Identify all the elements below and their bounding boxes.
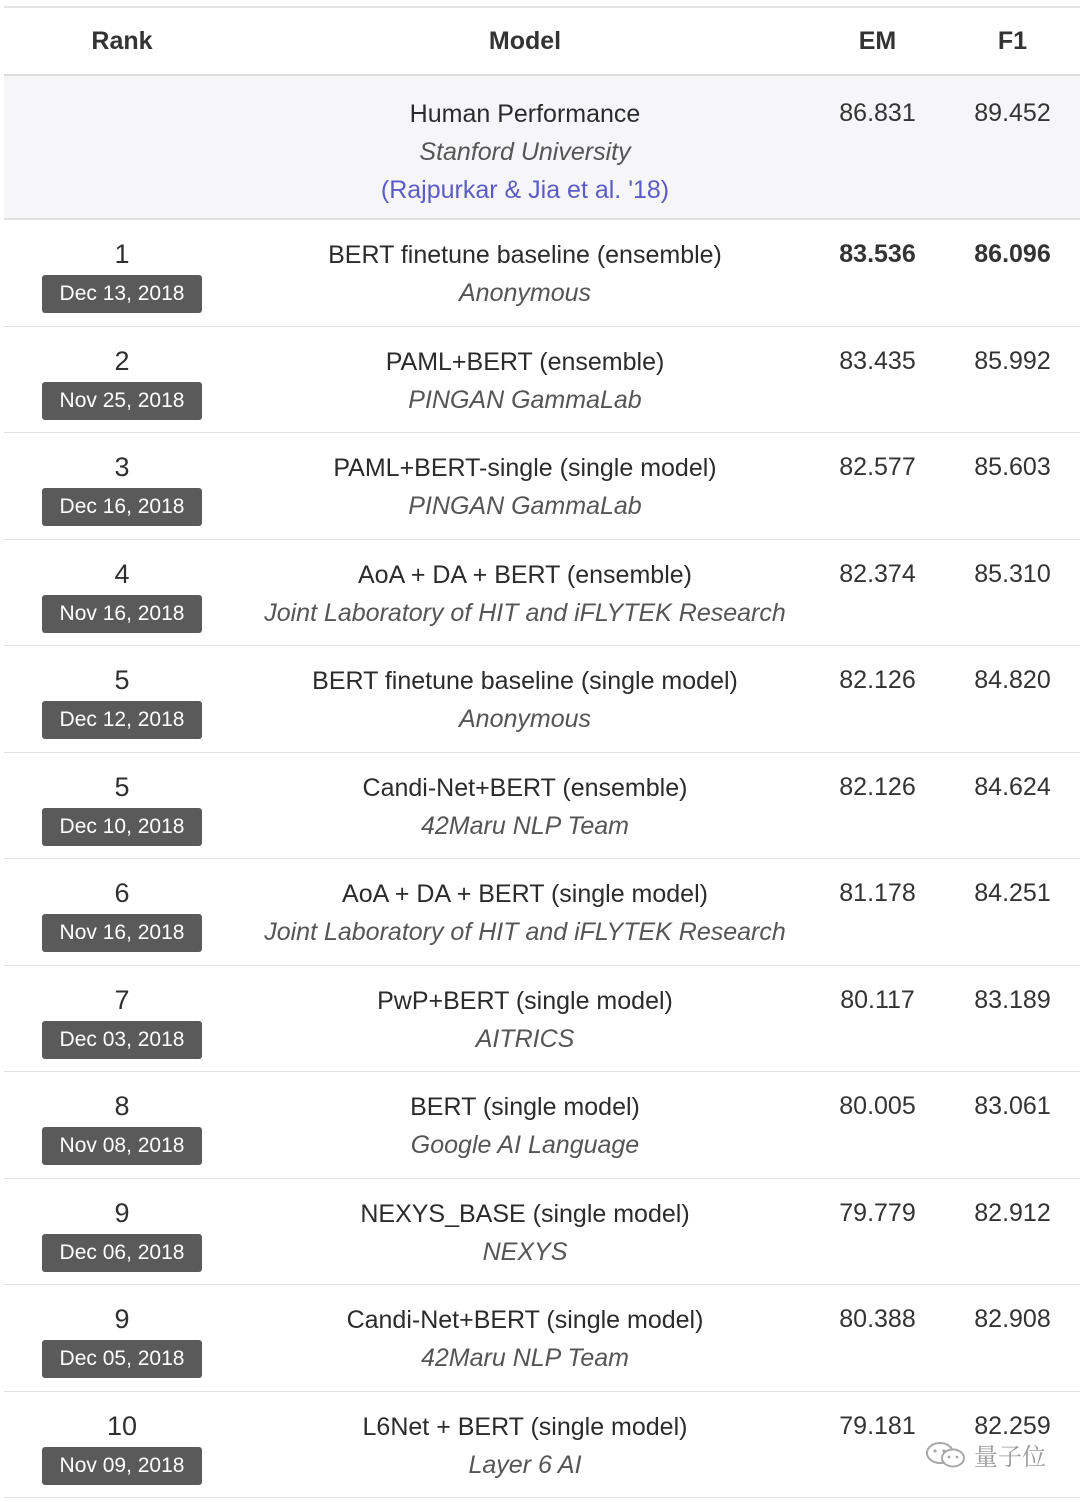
model-org: Google AI Language [410,1131,640,1159]
model-cell [240,1196,810,1272]
table-row [4,220,1080,327]
model-cell [240,1302,810,1378]
f1-score: 83.061 [974,1092,1051,1120]
date-badge: Dec 03, 2018 [42,1021,202,1059]
model-name: L6Net + BERT (single model) [362,1412,688,1441]
f1-score: 82.912 [974,1198,1051,1227]
model-cell [240,557,810,633]
rank-number: 5 [114,771,130,802]
model-name: BERT finetune baseline (ensemble) [328,241,722,269]
em-score: 82.374 [839,559,916,588]
table-row [4,327,1080,434]
rank-cell [4,1409,240,1485]
model-name: PwP+BERT (single model) [377,986,673,1015]
table-row [4,540,1080,647]
table-row [4,966,1080,1073]
em-score: 82.126 [839,666,916,694]
f1-score: 84.820 [974,666,1051,694]
model-name: BERT finetune baseline (single model) [312,667,738,695]
model-org: 42Maru NLP Team [421,811,629,840]
f1-score: 84.624 [974,772,1051,801]
model-name: Human Performance [409,100,641,128]
rank-cell [4,876,240,952]
rank-number: 9 [114,1304,130,1334]
em-score: 82.126 [839,772,916,801]
date-badge: Dec 10, 2018 [42,808,202,846]
em-score: 83.536 [839,240,916,268]
rank-number: 5 [114,665,130,695]
f1-score: 85.603 [974,453,1051,481]
model-name: AoA + DA + BERT (ensemble) [358,560,692,589]
table-header [4,8,1080,76]
date-badge: Nov 16, 2018 [42,595,202,633]
rank-number: 2 [114,345,130,376]
table-row [4,1285,1080,1392]
table-row [4,859,1080,966]
date-badge: Dec 12, 2018 [42,701,202,739]
human-performance-row [4,76,1080,220]
rank-number: 7 [114,984,130,1015]
table-row [4,433,1080,540]
model-name: PAML+BERT (ensemble) [385,347,665,376]
rank-cell [4,1196,240,1272]
rank-number: 9 [114,1197,130,1228]
model-org: Anonymous [458,705,592,733]
date-badge: Nov 25, 2018 [42,382,202,420]
rank-cell [4,237,240,313]
em-score: 86.831 [839,99,916,127]
rank-cell [4,557,240,633]
rank-cell [4,770,240,846]
f1-header[interactable]: F1 [997,26,1028,55]
f1-score: 82.259 [974,1411,1051,1440]
model-cell [240,983,810,1059]
rank-header[interactable]: Rank [91,26,153,55]
f1-score: 82.908 [974,1305,1051,1333]
table-row [4,1179,1080,1286]
rank-number: 4 [114,558,130,589]
em-score: 80.005 [839,1092,916,1120]
em-header[interactable]: EM [858,26,897,55]
f1-score: 84.251 [974,879,1051,907]
model-name: AoA + DA + BERT (single model) [342,880,708,908]
model-org: Joint Laboratory of HIT and iFLYTEK Research [264,598,786,627]
rank-cell [4,1089,240,1165]
date-badge: Nov 09, 2018 [42,1447,202,1485]
em-score: 81.178 [839,879,916,907]
rank-number: 6 [114,878,130,908]
model-cell [240,344,810,420]
model-org: Layer 6 AI [468,1450,582,1479]
table-row [4,1392,1080,1499]
model-org: PINGAN GammaLab [408,492,642,520]
date-badge: Nov 16, 2018 [42,914,202,952]
date-badge: Nov 08, 2018 [42,1127,202,1165]
paper-link[interactable]: (Rajpurkar & Jia et al. '18) [380,176,670,204]
rank-cell [4,983,240,1059]
model-org: PINGAN GammaLab [408,385,642,414]
model-cell [240,1089,810,1165]
wechat-icon [924,1440,968,1470]
model-org: AITRICS [475,1024,575,1053]
rank-number: 8 [114,1091,130,1121]
table-row [4,1072,1080,1179]
model-org: NEXYS [482,1237,568,1266]
model-cell [240,876,810,952]
f1-score: 85.992 [974,346,1051,375]
em-score: 80.117 [840,985,915,1014]
rank-cell [4,663,240,739]
table-row [4,753,1080,860]
em-score: 82.577 [839,453,916,481]
table-row [4,646,1080,753]
date-badge: Dec 05, 2018 [42,1340,202,1378]
rank-cell [4,450,240,526]
f1-score: 85.310 [974,559,1051,588]
model-cell [240,770,810,846]
em-score: 83.435 [839,346,916,375]
watermark-text: 量子位 [974,1444,1046,1471]
rank-cell [4,1302,240,1378]
f1-score: 83.189 [974,985,1051,1014]
model-cell [240,96,810,208]
f1-score: 89.452 [974,99,1051,127]
model-header[interactable]: Model [488,26,562,55]
rank-number: 1 [114,239,130,269]
model-org: Joint Laboratory of HIT and iFLYTEK Research [264,918,786,946]
model-org: Anonymous [458,279,592,307]
model-cell [240,237,810,313]
model-name: NEXYS_BASE (single model) [360,1199,690,1228]
model-name: PAML+BERT-single (single model) [333,454,717,482]
model-name: Candi-Net+BERT (single model) [346,1306,704,1334]
em-score: 79.181 [839,1411,916,1440]
f1-score: 86.096 [974,240,1051,268]
model-name: BERT (single model) [410,1093,640,1121]
model-name: Candi-Net+BERT (ensemble) [362,773,688,802]
rank-number: 3 [114,452,130,482]
date-badge: Dec 13, 2018 [42,275,202,313]
model-org: 42Maru NLP Team [421,1344,629,1372]
em-score: 80.388 [839,1305,916,1333]
rank-number: 10 [106,1410,138,1441]
em-score: 79.779 [839,1198,916,1227]
date-badge: Dec 06, 2018 [42,1234,202,1272]
model-cell [240,663,810,739]
date-badge: Dec 16, 2018 [42,488,202,526]
model-cell [240,450,810,526]
model-cell [240,1409,810,1485]
rank-cell [4,344,240,420]
model-org: Stanford University [419,138,631,166]
leaderboard-table [4,6,1080,1498]
watermark [924,1437,1046,1472]
